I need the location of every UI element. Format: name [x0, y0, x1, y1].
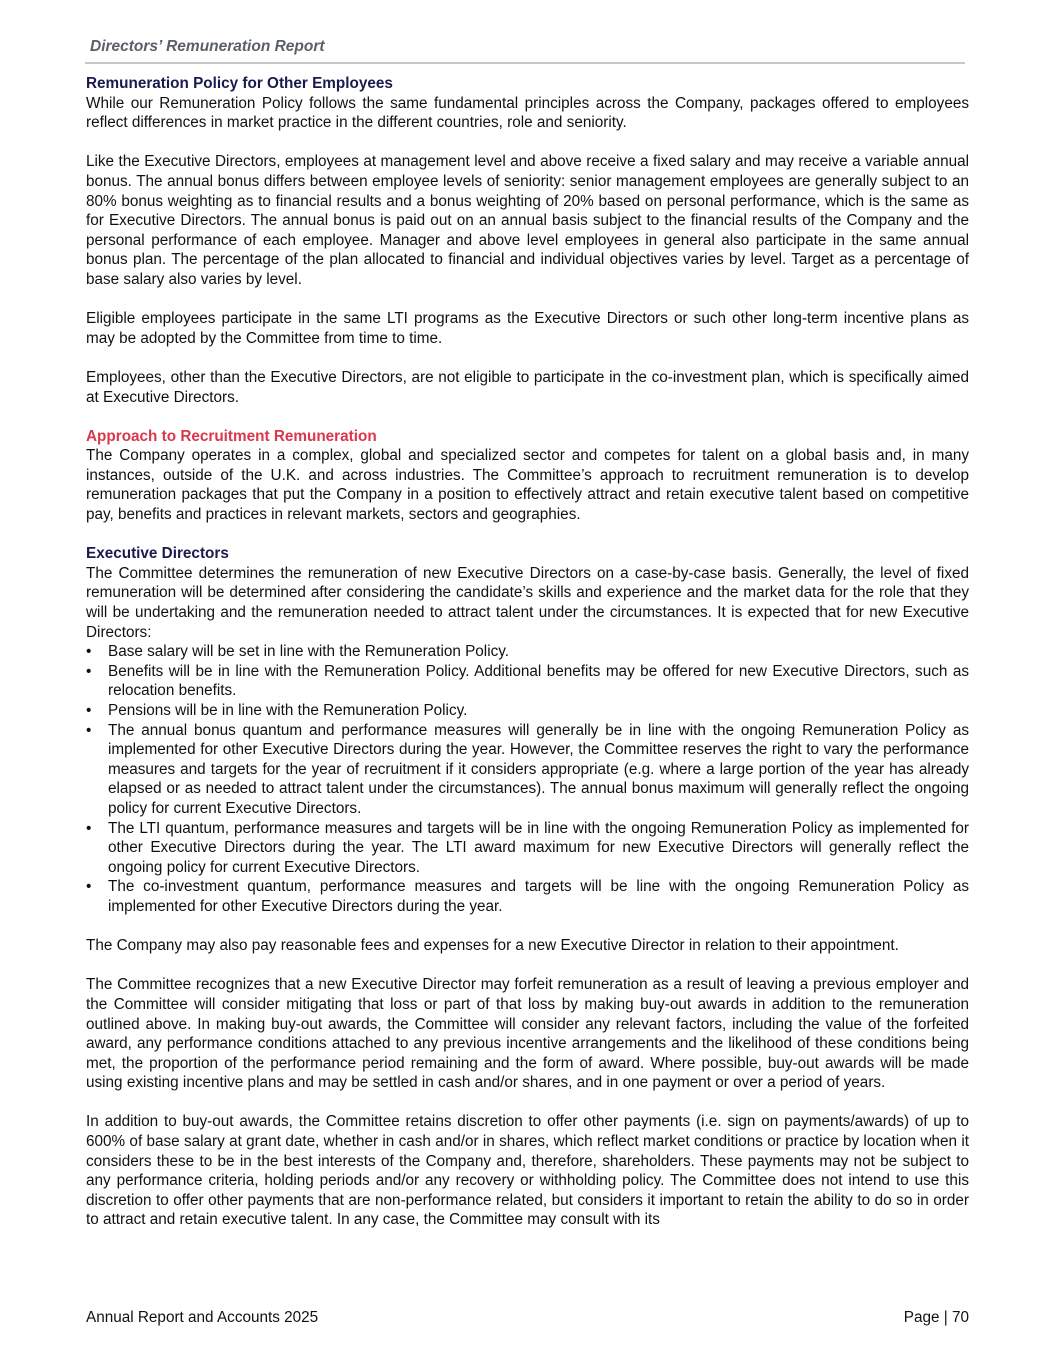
paragraph: While our Remuneration Policy follows the same fundamental principles across the Company, packages offered to employees reflect differences in market practice in the different countries, role and seniority.: [86, 94, 969, 132]
bullet-list: [86, 642, 969, 916]
report-title: Directors’ Remuneration Report: [90, 38, 325, 55]
paragraph: The Committee determines the remuneration of new Executive Directors on a case-by-case basis. Generally, the level of fixed remuneration will be determined after considering the candidate’s skills and experience and the market data for the role that they will be undertaking and the remuneration needed to attract talent under the circumstances. It is expected that for new Executive Directors:: [86, 564, 969, 641]
list-item-text: Benefits will be in line with the Remuneration Policy. Additional benefits may be offered for new Executive Directors, such as relocation benefits.: [108, 662, 969, 700]
footer-report-name: Annual Report and Accounts 2025: [86, 1309, 319, 1326]
list-item: [86, 662, 969, 701]
bullet-icon: •: [86, 702, 92, 719]
list-item-text: The LTI quantum, performance measures and targets will be in line with the ongoing Remuneration Policy as implemented for other Executive Directors during the year. The LTI award maximum for new Executive Directors will generally reflect the ongoing policy for current Executive Directors.: [108, 819, 969, 876]
bullet-icon: •: [86, 878, 92, 896]
bullet-icon: •: [86, 662, 92, 680]
list-item-text: Pensions will be in line with the Remuneration Policy.: [108, 702, 468, 719]
bullet-icon: •: [86, 643, 92, 661]
header-divider: [85, 62, 965, 64]
paragraph: In addition to buy-out awards, the Committee retains discretion to offer other payments (i.e. sign on payments/awards) of up to 600% of base salary at grant date, whether in cash and/or in shares, which reflect market conditions or practice by location when it considers these to be in the best interests of the Company and, therefore, shareholders. These payments may not be subject to any performance criteria, holding periods and/or any recovery or withholding policy. The Committee does not intend to use this discretion to offer other payments that are non-performance related, but considers it important to retain the ability to do so in order to attract and retain executive talent. In any case, the Committee may consult with its: [86, 1113, 969, 1229]
section-heading: Approach to Recruitment Remuneration: [86, 427, 377, 445]
paragraph: The Company may also pay reasonable fees and expenses for a new Executive Director in relation to their appointment.: [86, 937, 899, 955]
list-item: [86, 721, 969, 819]
list-item-text: The annual bonus quantum and performance measures will generally be in line with the ongoing Remuneration Policy as implemented for other Executive Directors during the year. However, the Committee reserves the right to vary the performance measures and targets for the year of recruitment if it considers appropriate (e.g. where a large portion of the year has already elapsed or as needed to attract talent under the circumstances). The annual bonus maximum will generally reflect the ongoing policy for current Executive Directors.: [108, 721, 969, 817]
page-header: [85, 38, 965, 64]
section-recruitment: [86, 427, 969, 525]
paragraph: Employees, other than the Executive Directors, are not eligible to participate in the co-investment plan, which is specifically aimed at Executive Directors.: [86, 368, 969, 406]
page-number: Page | 70: [903, 1309, 969, 1326]
page-footer: [86, 1309, 969, 1327]
section-heading: Remuneration Policy for Other Employees: [86, 75, 393, 92]
section-other-employees: [86, 74, 969, 407]
list-item: [86, 701, 969, 721]
list-item: [86, 877, 969, 916]
list-item: [86, 642, 969, 662]
bullet-icon: •: [86, 721, 92, 739]
paragraph: The Committee recognizes that a new Executive Director may forfeit remuneration as a result of leaving a previous employer and the Committee will consider mitigating that loss or part of that loss by making buy-out awards in addition to the remuneration outlined above. In making buy-out awards, the Committee will consider any relevant factors, including the value of the forfeited award, any performance conditions attached to any previous incentive arrangements and the likelihood of these conditions being met, the proportion of the performance period remaining and the form of award. Where possible, buy-out awards will be made using existing incentive plans and may be settled in cash and/or shares, and in one payment or over a period of years.: [86, 976, 969, 1092]
list-item-text: The co-investment quantum, performance measures and targets will be line with the ongoing Remuneration Policy as implemented for other Executive Directors during the year.: [108, 878, 969, 915]
paragraph: Like the Executive Directors, employees at management level and above receive a fixed salary and may receive a variable annual bonus. The annual bonus differs between employee levels of seniority: senior management employees are generally subject to an 80% bonus weighting as to financial results and a bonus weighting of 20% based on personal performance, which is the same as for Executive Directors. The annual bonus is paid out on an annual basis subject to the financial results of the Company and the personal performance of each employee. Manager and above level employees in general also participate in the same annual bonus plan. The percentage of the plan allocated to financial and individual objectives varies by level. Target as a percentage of base salary also varies by level.: [86, 153, 969, 288]
page-content: [86, 74, 969, 1230]
paragraph: Eligible employees participate in the same LTI programs as the Executive Directors or such other long-term incentive plans as may be adopted by the Committee from time to time.: [86, 310, 969, 347]
list-item: [86, 819, 969, 878]
section-heading: Executive Directors: [86, 545, 229, 563]
section-executive-directors: [86, 544, 969, 1230]
bullet-icon: •: [86, 819, 92, 837]
list-item-text: Base salary will be set in line with the Remuneration Policy.: [108, 643, 510, 661]
paragraph: The Company operates in a complex, global and specialized sector and competes for talent on a global basis and, in many instances, outside of the U.K. and across industries. The Committee’s approach to recruitment remuneration is to develop remuneration packages that put the Company in a position to effectively attract and retain executive talent based on competitive pay, benefits and practices in relevant markets, sectors and geographies.: [86, 447, 969, 524]
